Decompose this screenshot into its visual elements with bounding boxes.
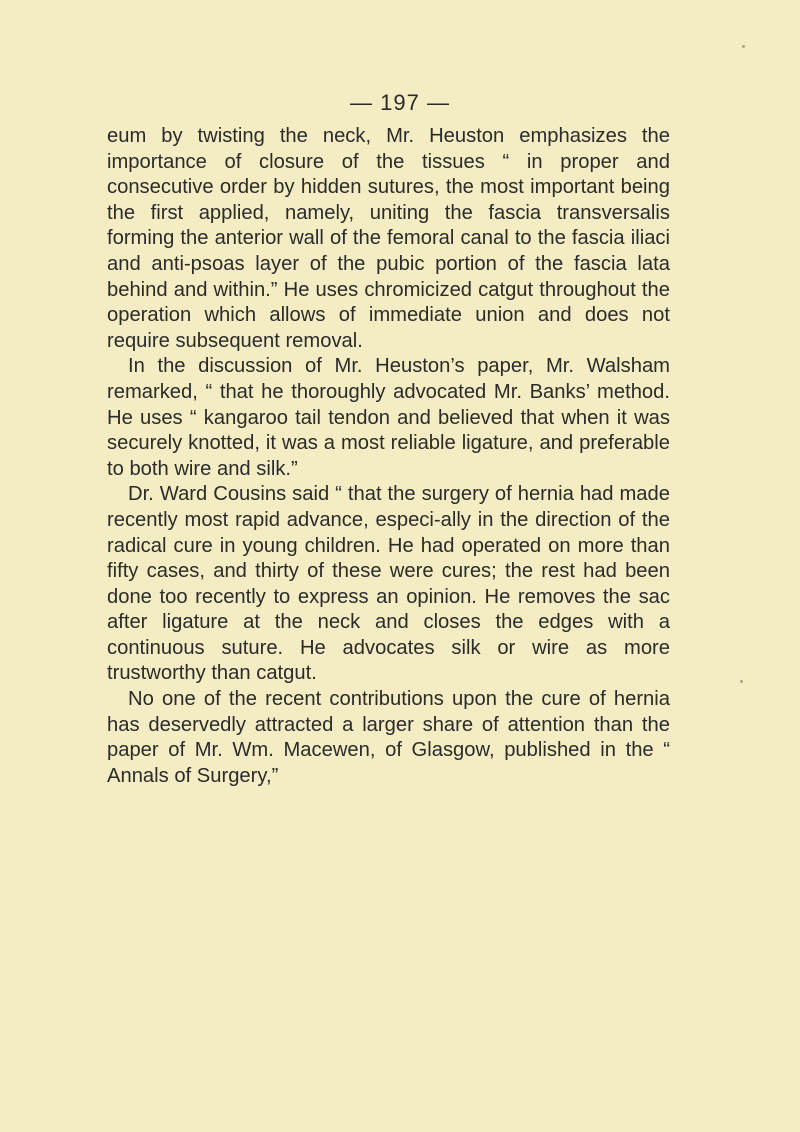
paper-speck bbox=[742, 45, 745, 48]
body-text bbox=[107, 124, 670, 789]
paper-speck bbox=[740, 680, 743, 683]
paragraph-4: No one of the recent contributions upon the cure of hernia has deservedly attracted a larger share of attention than the paper of Mr. Wm. Macewen, of Glasgow, published in the “ Annals of Surgery,” bbox=[107, 688, 670, 787]
page-number: — 197 — bbox=[350, 90, 450, 115]
paragraph-1: eum by twisting the neck, Mr. Heuston emphasizes the importance of closure of the tissues “ in proper and consecutive order by hidden sutures, the most important being the first applied, namely, uniting the fascia transversalis forming the anterior wall of the femoral canal to the fascia iliaci and anti-psoas layer of the pubic portion of the fascia lata behind and within.” He uses chromicized catgut throughout the operation which allows of immediate union and does not require subsequent removal. bbox=[107, 125, 670, 352]
paragraph-2: In the discussion of Mr. Heuston’s paper, Mr. Walsham remarked, “ that he thoroughly advocated Mr. Banks’ method. He uses “ kangaroo tail tendon and believed that when it was securely knotted, it was a most reliable ligature, and preferable to both wire and silk.” bbox=[107, 355, 670, 480]
paragraph-3: Dr. Ward Cousins said “ that the surgery of hernia had made recently most rapid advance, especi-ally in the direction of the radical cure in young children. He had operated on more than fifty cases, and thirty of these were cures; the rest had been done too recently to express an opinion. He removes the sac after ligature at the neck and closes the edges with a continuous suture. He advocates silk or wire as more trustworthy than catgut. bbox=[107, 483, 670, 685]
